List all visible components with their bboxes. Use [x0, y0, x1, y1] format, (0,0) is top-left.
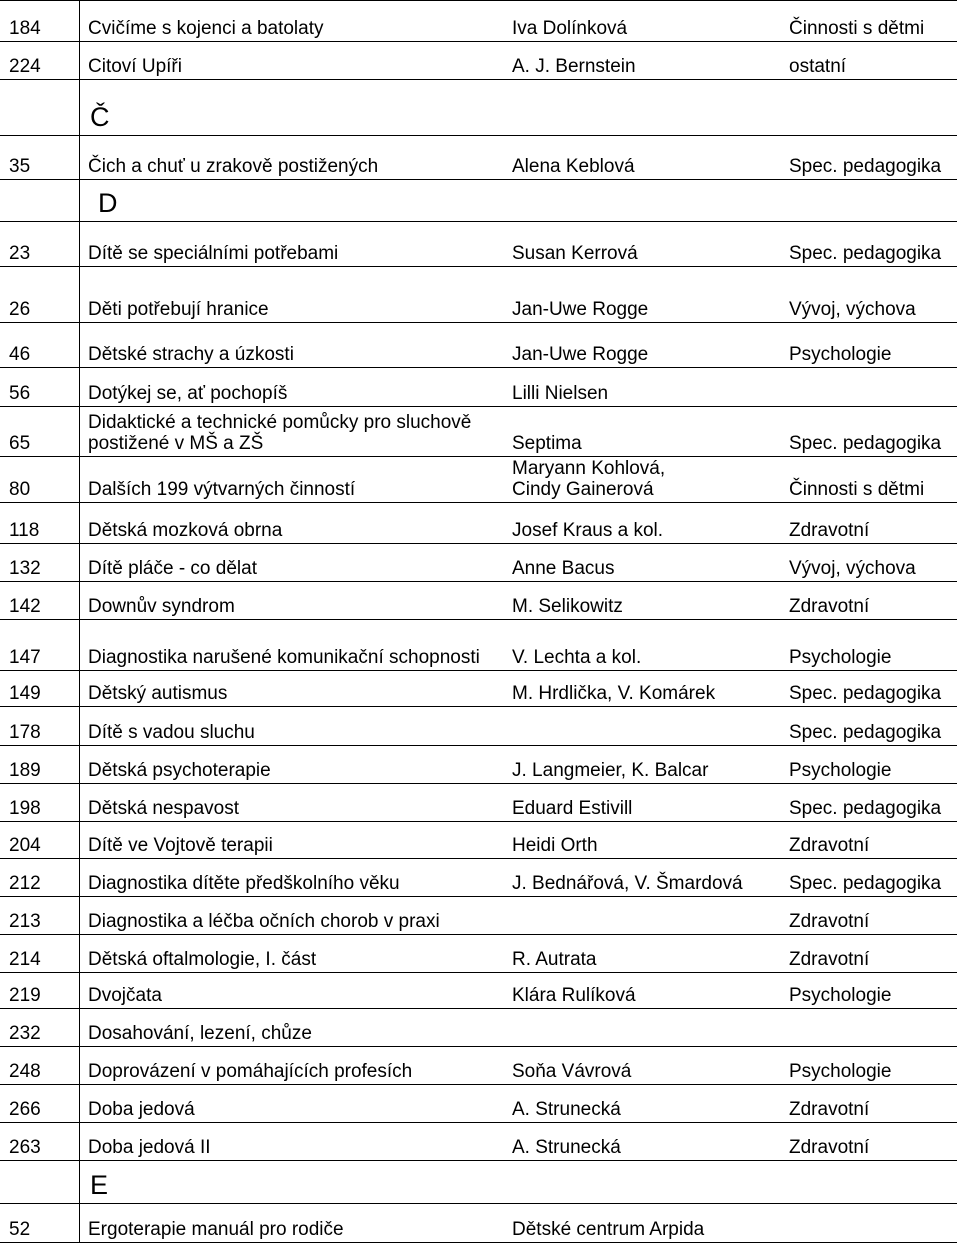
book-author: M. Selikowitz: [512, 596, 623, 617]
column-divider: [79, 1123, 80, 1161]
book-author: Josef Kraus a kol.: [512, 520, 664, 541]
book-category: Zdravotní: [789, 1137, 870, 1158]
book-title: Dítě pláče - co dělat: [88, 558, 257, 579]
book-author: Maryann Kohlová, Cindy Gainerová: [512, 458, 666, 500]
book-category: Vývoj, výchova: [789, 299, 916, 320]
catalog-number: 263: [9, 1137, 41, 1158]
catalog-number: 56: [9, 383, 31, 404]
book-author: R. Autrata: [512, 949, 597, 970]
column-divider: [79, 267, 80, 323]
table-row: [0, 935, 960, 973]
section-letter: D: [98, 188, 118, 218]
table-row: [0, 368, 960, 407]
column-divider: [79, 0, 80, 42]
catalog-number: 142: [9, 596, 41, 617]
book-category: Psychologie: [789, 760, 892, 781]
book-author: Dětské centrum Arpida: [512, 1219, 705, 1240]
book-category: Spec. pedagogika: [789, 156, 942, 177]
catalog-number: 248: [9, 1061, 41, 1082]
catalog-number: 35: [9, 156, 31, 177]
section-letter-row: [0, 80, 960, 136]
table-row: [0, 859, 960, 897]
book-title: Dvojčata: [88, 985, 162, 1006]
catalog-number: 232: [9, 1023, 41, 1044]
catalog-number: 118: [9, 520, 40, 541]
book-title: Diagnostika a léčba očních chorob v praxi: [88, 911, 440, 932]
column-divider: [79, 973, 80, 1009]
book-title: Diagnostika narušené komunikační schopnosti: [88, 647, 480, 668]
book-author: Heidi Orth: [512, 835, 598, 856]
catalog-number: 204: [9, 835, 41, 856]
table-row: [0, 136, 960, 180]
catalog-number: 219: [9, 985, 41, 1006]
book-author: Jan-Uwe Rogge: [512, 299, 649, 320]
catalog-number: 132: [9, 558, 41, 579]
book-category: Zdravotní: [789, 1099, 870, 1120]
book-category: Psychologie: [789, 647, 892, 668]
book-title: Dětská oftalmologie, I. část: [88, 949, 317, 970]
catalog-number: 52: [9, 1219, 31, 1240]
table-row: [0, 457, 960, 503]
book-title: Dotýkej se, ať pochopíš: [88, 383, 288, 404]
book-author: J. Langmeier, K. Balcar: [512, 760, 709, 781]
book-title: Cvičíme s kojenci a batolaty: [88, 18, 324, 39]
section-letter-row: [0, 180, 960, 222]
book-category: Psychologie: [789, 1061, 892, 1082]
book-author: A. Strunecká: [512, 1137, 621, 1158]
table-row: [0, 503, 960, 544]
column-divider: [79, 503, 80, 544]
book-title: Citoví Upíři: [88, 56, 182, 77]
column-divider: [79, 1047, 80, 1085]
catalog-number: 214: [9, 949, 41, 970]
catalog-number: 26: [9, 299, 31, 320]
column-divider: [79, 620, 80, 671]
table-row: [0, 973, 960, 1009]
table-row: [0, 1047, 960, 1085]
book-author: V. Lechta a kol.: [512, 647, 642, 668]
book-category: Zdravotní: [789, 520, 870, 541]
section-letter: E: [90, 1170, 109, 1200]
book-title: Downův syndrom: [88, 596, 235, 617]
catalog-number: 198: [9, 798, 41, 819]
book-author: Soňa Vávrová: [512, 1061, 632, 1082]
column-divider: [79, 582, 80, 620]
book-title: Dítě ve Vojtově terapii: [88, 835, 273, 856]
section-letter-row: [0, 1161, 960, 1204]
book-title: Dětská psychoterapie: [88, 760, 271, 781]
column-divider: [79, 935, 80, 973]
book-author: Susan Kerrová: [512, 243, 638, 264]
book-author: A. Strunecká: [512, 1099, 621, 1120]
table-row: [0, 784, 960, 822]
table-row: [0, 582, 960, 620]
catalog-number: 178: [9, 722, 41, 743]
column-divider: [79, 784, 80, 822]
column-divider: [79, 180, 80, 222]
book-author: Eduard Estivill: [512, 798, 633, 819]
column-divider: [79, 80, 80, 136]
book-category: Vývoj, výchova: [789, 558, 916, 579]
book-title: Dětský autismus: [88, 683, 228, 704]
catalog-number: 80: [9, 479, 31, 500]
book-title: Dosahování, lezení, chůze: [88, 1023, 312, 1044]
column-divider: [79, 746, 80, 784]
catalog-number: 149: [9, 683, 41, 704]
book-category: Činnosti s dětmi: [789, 18, 925, 39]
row-rule: [0, 1242, 957, 1243]
book-category: Činnosti s dětmi: [789, 479, 925, 500]
catalog-number: 212: [9, 873, 41, 894]
book-author: Lilli Nielsen: [512, 383, 609, 404]
column-divider: [79, 707, 80, 746]
book-category: Spec. pedagogika: [789, 873, 942, 894]
table-row: [0, 323, 960, 368]
catalog-number: 224: [9, 56, 41, 77]
column-divider: [79, 222, 80, 267]
book-author: Anne Bacus: [512, 558, 615, 579]
column-divider: [79, 136, 80, 180]
book-category: Spec. pedagogika: [789, 722, 942, 743]
catalog-number: 65: [9, 433, 31, 454]
book-title: Dalších 199 výtvarných činností: [88, 479, 356, 500]
book-title: Dětská mozková obrna: [88, 520, 283, 541]
catalog-number: 213: [9, 911, 41, 932]
book-category: Zdravotní: [789, 949, 870, 970]
column-divider: [79, 368, 80, 407]
column-divider: [79, 407, 80, 457]
book-author: Alena Keblová: [512, 156, 635, 177]
book-category: Psychologie: [789, 344, 892, 365]
catalog-number: 147: [9, 647, 41, 668]
book-category: Zdravotní: [789, 835, 870, 856]
table-row: [0, 1009, 960, 1047]
book-title: Doprovázení v pomáhajících profesích: [88, 1061, 413, 1082]
book-category: Spec. pedagogika: [789, 798, 942, 819]
book-title: Dětská nespavost: [88, 798, 240, 819]
table-row: [0, 822, 960, 859]
book-title: Dětské strachy a úzkosti: [88, 344, 294, 365]
book-title: Didaktické a technické pomůcky pro sluchově postižené v MŠ a ZŠ: [88, 412, 472, 454]
book-title: Doba jedová II: [88, 1137, 211, 1158]
column-divider: [79, 1085, 80, 1123]
book-category: Psychologie: [789, 985, 892, 1006]
book-author: Iva Dolínková: [512, 18, 628, 39]
column-divider: [79, 323, 80, 368]
column-divider: [79, 1204, 80, 1243]
catalog-number: 23: [9, 243, 31, 264]
table-row: [0, 1123, 960, 1161]
section-letter: Č: [90, 102, 110, 132]
table-row: [0, 671, 960, 707]
book-title: Doba jedová: [88, 1099, 195, 1120]
table-row: [0, 620, 960, 671]
table-row: [0, 897, 960, 935]
table-row: [0, 1204, 960, 1243]
book-title: Dítě s vadou sluchu: [88, 722, 255, 743]
table-row: [0, 0, 960, 42]
column-divider: [79, 822, 80, 859]
catalog-number: 46: [9, 344, 31, 365]
column-divider: [79, 1009, 80, 1047]
book-author: J. Bednářová, V. Šmardová: [512, 873, 743, 894]
book-author: A. J. Bernstein: [512, 56, 636, 77]
column-divider: [79, 42, 80, 80]
book-category: Spec. pedagogika: [789, 433, 942, 454]
table-row: [0, 407, 960, 457]
table-row: [0, 42, 960, 80]
book-category: ostatní: [789, 56, 847, 77]
column-divider: [79, 1161, 80, 1204]
table-row: [0, 222, 960, 267]
column-divider: [79, 671, 80, 707]
book-title: Diagnostika dítěte předškolního věku: [88, 873, 400, 894]
column-divider: [79, 457, 80, 503]
table-row: [0, 707, 960, 746]
book-category: Zdravotní: [789, 596, 870, 617]
catalog-number: 184: [9, 18, 41, 39]
book-category: Spec. pedagogika: [789, 243, 942, 264]
book-title: Děti potřebují hranice: [88, 299, 269, 320]
column-divider: [79, 897, 80, 935]
book-author: Septima: [512, 433, 582, 454]
column-divider: [79, 544, 80, 582]
catalog-number: 266: [9, 1099, 41, 1120]
book-category: Spec. pedagogika: [789, 683, 942, 704]
book-author: M. Hrdlička, V. Komárek: [512, 683, 716, 704]
table-row: [0, 267, 960, 323]
book-title: Ergoterapie manuál pro rodiče: [88, 1219, 344, 1240]
table-row: [0, 746, 960, 784]
column-divider: [79, 859, 80, 897]
book-title: Čich a chuť u zrakově postižených: [88, 156, 379, 177]
catalog-number: 189: [9, 760, 41, 781]
table-row: [0, 544, 960, 582]
table-row: [0, 1085, 960, 1123]
book-title: Dítě se speciálními potřebami: [88, 243, 339, 264]
book-author: Klára Rulíková: [512, 985, 636, 1006]
book-category: Zdravotní: [789, 911, 870, 932]
book-author: Jan-Uwe Rogge: [512, 344, 649, 365]
